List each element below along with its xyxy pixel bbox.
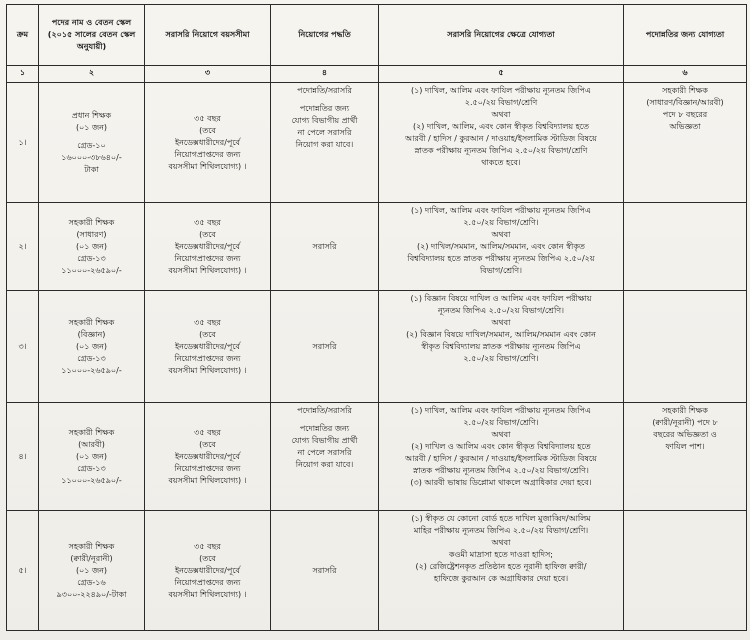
method-cell — [271, 291, 379, 403]
age-limit-cell-line: (তবে — [199, 329, 216, 339]
column-number: ৪ — [271, 66, 379, 83]
qualification-cell — [379, 291, 624, 403]
header-promotion: পদোন্নতির জন্য যোগ্যতা — [624, 5, 747, 66]
age-limit-cell-line: ৩৫ বছর — [194, 427, 221, 437]
table-row — [7, 291, 747, 403]
post-cell-line: গ্রেড-১৩ — [77, 253, 106, 263]
age-limit-cell-line: বয়সসীমা শিথিলযোগ্য) । — [168, 161, 247, 171]
serial-cell: ২। — [7, 203, 39, 291]
qualification-cell-line: হাফিজে কুরআন কে অগ্রাধিকার দেয়া হবে। — [433, 574, 569, 583]
method-cell-line: পদোন্নতির জন্য — [299, 424, 350, 433]
age-limit-cell-line: নিয়োগপ্রাপ্তদের জন্য — [174, 577, 241, 587]
qualification-cell-line: বিশ্ববিদ্যালয় হতে স্নাতক পরীক্ষায় ন্যূনতম জিপিএ ২.৫০/২য় — [407, 254, 595, 263]
method-cell-line: না পেলে সরাসরি — [297, 448, 352, 457]
post-cell-line: (০১ জন) — [75, 122, 108, 132]
method-cell — [271, 203, 379, 291]
qualification-cell-line: অথবা — [491, 230, 511, 239]
qualification-cell-line: ২.৫০/২য় বিভাগ/শ্রেণি। — [463, 418, 539, 427]
table-body — [7, 83, 747, 631]
post-cell-line: ১১০০০-২৬৫৯০/- — [61, 265, 122, 275]
post-cell-line: (আরবী) — [78, 439, 105, 449]
promotion-cell-line: অভিজ্ঞতা — [669, 122, 701, 131]
promotion-cell-line: পদে ৮ বছরের — [662, 110, 708, 119]
post-cell-line: সহকারী শিক্ষক — [68, 217, 115, 227]
method-cell-line: নিয়োগ করা যাবে। — [295, 460, 354, 469]
age-limit-cell-line: ইনডেক্সধারীদের/পূর্বে — [174, 137, 241, 147]
header-post: পদের নাম ও বেতন স্কেল (২০১৫ সালের বেতন স্কেল অনুযায়ী) — [39, 5, 145, 66]
qualification-cell-line: (১) দাখিল, আলিম এবং ফাযিল পরীক্ষায় ন্যূনতম জিপিএ — [410, 406, 592, 415]
post-cell-line: ১১০০০-২৬৫৯০/- — [61, 475, 122, 485]
serial-cell: ১। — [7, 83, 39, 203]
age-limit-cell-line: ৩৫ বছর — [194, 217, 221, 227]
age-limit-cell-line: নিয়োগপ্রাপ্তদের জন্য — [174, 353, 241, 363]
method-cell-line: সরাসরি — [312, 341, 337, 351]
qualification-cell-line: ২.৫০/২য় বিভাগ/শ্রেণি। — [463, 354, 539, 363]
age-limit-cell-line: (তবে — [199, 439, 216, 449]
recruitment-table — [6, 4, 747, 631]
qualification-cell-line: অথবা — [491, 538, 511, 547]
age-limit-cell — [145, 403, 271, 511]
qualification-cell-line: অথবা — [491, 430, 511, 439]
age-limit-cell-line: ইনডেক্সধারীদের/পূর্বে — [174, 241, 241, 251]
header-qualification: সরাসরি নিয়োগের ক্ষেত্রে যোগ্যতা — [379, 5, 624, 66]
age-limit-cell-line: নিয়োগপ্রাপ্তদের জন্য — [174, 253, 241, 263]
post-cell-line: সহকারী শিক্ষক — [68, 541, 115, 551]
table-row — [7, 83, 747, 203]
qualification-cell-line: (২) রেজিষ্ট্রেশনকৃত প্রতিষ্ঠান হতে নূরানী হাফিজ ক্বারী/ — [415, 562, 587, 571]
qualification-cell-line: মাহির পরীক্ষায় ন্যূনতম জিপিএ ২.৫০/২য় বিভাগ/শ্রেণি। — [413, 526, 589, 535]
method-cell-line: না পেলে সরাসরি — [297, 128, 352, 137]
age-limit-cell-line: নিয়োগপ্রাপ্তদের জন্য — [174, 463, 241, 473]
age-limit-cell-line: ৩৫ বছর — [194, 317, 221, 327]
post-cell — [39, 83, 145, 203]
post-cell — [39, 203, 145, 291]
qualification-cell-line: থাকতে হবে। — [481, 158, 521, 167]
post-cell-line: ৯৩০০-২২৪৯০/-টাকা — [56, 589, 127, 599]
serial-cell: ৫। — [7, 511, 39, 631]
qualification-cell-line: ২.৫০/২য় বিভাগ/শ্রেণি — [464, 98, 538, 107]
promotion-cell-line: (সাধারণ/বিজ্ঞান/আরবী) — [646, 98, 724, 107]
method-cell-line: সরাসরি — [312, 565, 337, 575]
promotion-cell — [624, 511, 747, 631]
table-row — [7, 511, 747, 631]
post-cell-line: (ক্বারী/নূরানী) — [70, 553, 113, 563]
post-cell-line: গ্রেড-১৩ — [77, 353, 106, 363]
post-cell-line: ১১০০০-২৬৫৯০/- — [61, 365, 122, 375]
qualification-cell-line: কওমী মাদ্রাসা হতে দাওরা হাদিস; — [449, 550, 553, 559]
qualification-cell-line: ২.৫০/২য় বিভাগ/শ্রেণি। — [463, 218, 539, 227]
post-cell-line: প্রধান শিক্ষক — [71, 110, 112, 120]
column-number-row — [7, 66, 747, 83]
age-limit-cell-line: বয়সসীমা শিথিলযোগ্য) । — [168, 589, 247, 599]
promotion-cell — [624, 203, 747, 291]
post-cell-line: টাকা — [84, 164, 99, 174]
promotion-cell — [624, 83, 747, 203]
method-cell-line: যোগ্য বিভাগীয় প্রার্থী — [291, 436, 358, 445]
qualification-cell-line: (২) দাখিল ও আলিম এবং কোন স্বীকৃত বিশ্ববিদ্যালয় হতে — [411, 442, 591, 451]
qualification-cell-line: স্বীকৃত বিশ্ববিদ্যালয় স্নাতক পরীক্ষায় ন্যূনতম জিপিএ — [421, 342, 581, 351]
qualification-cell-line: (৩) আরবী ভাষায় ডিপ্লোমা থাকলে অগ্রাধিকার দেয়া হবে। — [410, 478, 592, 487]
method-cell-line: পদোন্নতি/সরাসরি — [297, 406, 352, 415]
post-cell-line: গ্রেড-১০ — [77, 140, 106, 150]
column-number: ৩ — [145, 66, 271, 83]
qualification-cell-line: (২) দাখিল/সমমান, আলিম/সমমান, এবং কোন স্বীকৃত — [417, 242, 585, 251]
post-cell-line: সহকারী শিক্ষক — [68, 427, 115, 437]
qualification-cell — [379, 83, 624, 203]
age-limit-cell-line: (তবে — [199, 125, 216, 135]
post-cell — [39, 511, 145, 631]
qualification-cell-line: (২) দাখিল, আলিম, এবং কোন স্বীকৃত বিশ্ববিদ্যালয় হতে — [412, 122, 590, 131]
table-row — [7, 403, 747, 511]
age-limit-cell — [145, 203, 271, 291]
promotion-cell-line: সহকারী শিক্ষক — [662, 406, 708, 415]
post-cell — [39, 291, 145, 403]
post-cell-line: (০১ জন) — [75, 565, 108, 575]
post-cell-line: (০১ জন) — [75, 341, 108, 351]
age-limit-cell-line: ইনডেক্সধারীদের/পূর্বে — [174, 565, 241, 575]
post-cell-line: (বিজ্ঞান) — [77, 329, 106, 339]
promotion-cell-line: বছরের অভিজ্ঞতা ও — [653, 430, 717, 439]
qualification-cell-line: স্নাতক পরীক্ষায় ন্যূনতম জিপিএ ২.৫০/২য় বিভাগ/শ্রেণি। — [413, 466, 589, 475]
post-cell — [39, 403, 145, 511]
column-number: ৬ — [624, 66, 747, 83]
serial-cell: ৩। — [7, 291, 39, 403]
qualification-cell-line: (১) দাখিল, আলিম এবং ফাযিল পরীক্ষায় ন্যূনতম জিপিএ — [410, 86, 592, 95]
post-cell-line: (০১ জন) — [75, 451, 108, 461]
column-number: ১ — [7, 66, 39, 83]
qualification-cell-line: আরবী / হাদিস / কুরআন / দাওয়াহ/ইসলামিক স্টাডিজ বিষয়ে — [405, 454, 597, 463]
post-cell-line: ১৬০০০-৩৮৬৪০/- — [61, 152, 122, 162]
qualification-cell-line: (১) দাখিল, আলিম এবং ফাযিল পরীক্ষায় ন্যূনতম জিপিএ — [410, 206, 592, 215]
age-limit-cell-line: বয়সসীমা শিথিলযোগ্য) । — [168, 475, 247, 485]
method-cell — [271, 403, 379, 511]
qualification-cell-line: স্নাতক পরীক্ষায় ন্যূনতম জিপিএ ২.৫০/২য় বিভাগ/শ্রেণি — [414, 146, 588, 155]
qualification-cell — [379, 511, 624, 631]
qualification-cell-line: অথবা — [491, 110, 511, 119]
age-limit-cell — [145, 83, 271, 203]
age-limit-cell-line: ৩৫ বছর — [194, 541, 221, 551]
method-cell — [271, 83, 379, 203]
age-limit-cell-line: বয়সসীমা শিথিলযোগ্য) । — [168, 365, 247, 375]
post-cell-line: সহকারী শিক্ষক — [68, 317, 115, 327]
table-row — [7, 203, 747, 291]
promotion-cell — [624, 291, 747, 403]
header-method: নিয়োগের পদ্ধতি — [271, 5, 379, 66]
post-cell-line: গ্রেড-১৬ — [77, 577, 106, 587]
column-number: ২ — [39, 66, 145, 83]
promotion-cell-line: ফাযিল পাশ। — [665, 442, 705, 451]
qualification-cell-line: ন্যূনতম জিপিএ ২.৫০/২য় বিভাগ/শ্রেণি। — [438, 306, 564, 315]
method-cell-line: পদোন্নতির জন্য — [299, 104, 350, 113]
age-limit-cell-line: ইনডেক্সধারীদের/পূর্বে — [174, 341, 241, 351]
qualification-cell — [379, 403, 624, 511]
age-limit-cell-line: ইনডেক্সধারীদের/পূর্বে — [174, 451, 241, 461]
method-cell-line: নিয়োগ করা যাবে। — [295, 140, 354, 149]
age-limit-cell-line: (তবে — [199, 229, 216, 239]
age-limit-cell — [145, 291, 271, 403]
age-limit-cell-line: (তবে — [199, 553, 216, 563]
serial-cell: ৪। — [7, 403, 39, 511]
post-cell-line: (০১ জন) — [75, 241, 108, 251]
header-row — [7, 5, 747, 66]
method-cell — [271, 511, 379, 631]
qualification-cell-line: (১) বিজ্ঞান বিষয়ে দাখিল ও আলিম এবং ফাযিল পরীক্ষায় — [410, 294, 592, 303]
method-cell-line: যোগ্য বিভাগীয় প্রার্থী — [291, 116, 358, 125]
qualification-cell-line: বিভাগ/শ্রেণি। — [479, 266, 522, 275]
promotion-cell-line: সহকারী শিক্ষক — [662, 86, 708, 95]
age-limit-cell-line: বয়সসীমা শিথিলযোগ্য) । — [168, 265, 247, 275]
age-limit-cell — [145, 511, 271, 631]
post-cell-line: গ্রেড-১৩ — [77, 463, 106, 473]
method-cell-line: পদোন্নতি/সরাসরি — [297, 86, 352, 95]
qualification-cell-line: (২) বিজ্ঞান বিষয়ে দাখিল/সমমান, আলিম/সমমান এবং কোন — [406, 330, 596, 339]
age-limit-cell-line: নিয়োগপ্রাপ্তদের জন্য — [174, 149, 241, 159]
qualification-cell-line: (১) স্বীকৃত যে কোনো বোর্ড হতে দাখিল মুজাব্বিদ/আলিম — [411, 514, 591, 523]
age-limit-cell-line: ৩৫ বছর — [194, 113, 221, 123]
header-serial: ক্রম — [7, 5, 39, 66]
promotion-cell-line: (ক্বারী/নূরানী) পদে ৮ — [652, 418, 718, 427]
column-number: ৫ — [379, 66, 624, 83]
qualification-cell-line: অথবা — [491, 318, 511, 327]
method-cell-line: সরাসরি — [312, 241, 337, 251]
qualification-cell-line: আরবী / হাদিস / কুরআন / দাওয়াহ/ইসলামিক স্টাডিজ বিষয়ে — [405, 134, 597, 143]
qualification-cell — [379, 203, 624, 291]
post-cell-line: (সাধারণ) — [76, 229, 107, 239]
promotion-cell — [624, 403, 747, 511]
header-age: সরাসরি নিয়োগে বয়সসীমা — [145, 5, 271, 66]
